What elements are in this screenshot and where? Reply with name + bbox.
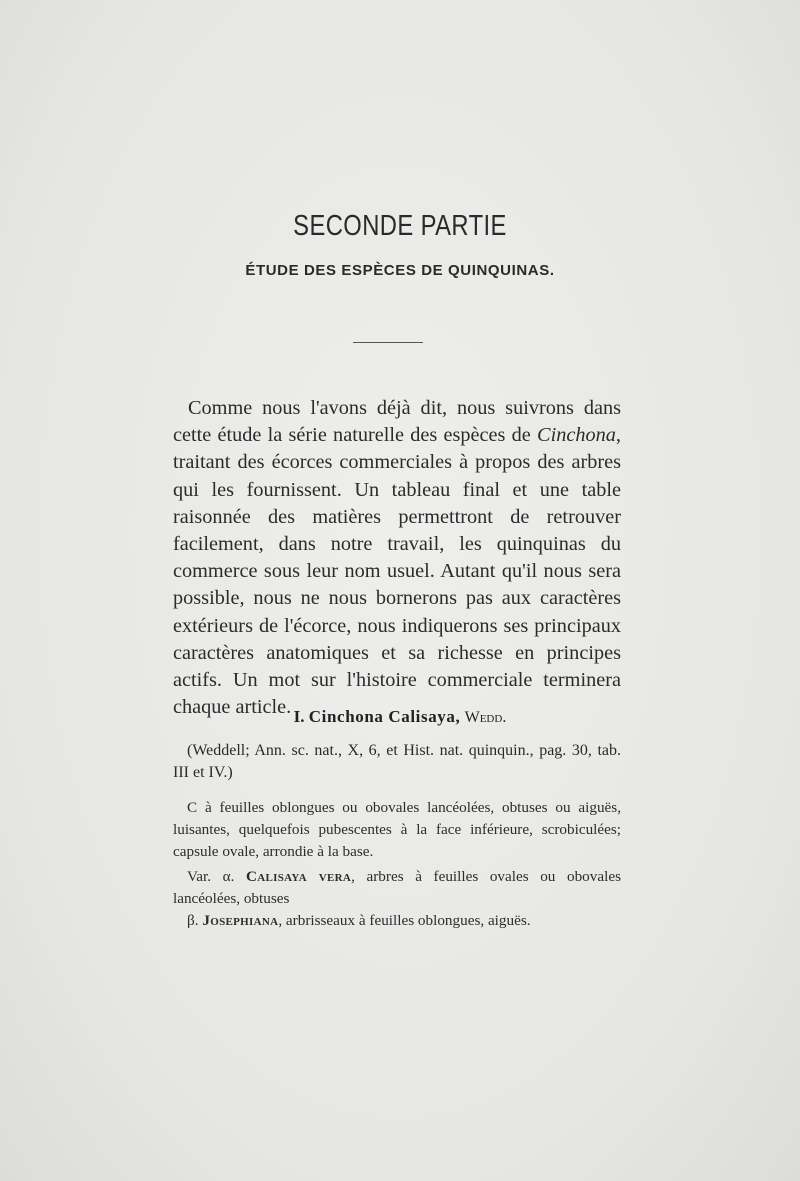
species-heading	[0, 707, 800, 727]
variety-alpha-prefix: Var. α.	[187, 868, 235, 885]
variety-beta	[173, 910, 621, 932]
variety-alpha-text: , arbres à feuilles ovales ou obovales lancéolées, obtuses	[173, 868, 621, 907]
section-subtitle: ÉTUDE DES ESPÈCES DE QUINQUINAS.	[245, 262, 555, 279]
species-description: C à feuilles oblongues ou obovales lancéolées, obtuses ou aiguës, luisantes, quelquefois pubescentes à la face inférieure, scrobiculées; capsule ovale, arrondie à la base.	[173, 799, 621, 860]
part-title: SECONDE PARTIE	[293, 210, 507, 242]
species-reference: (Weddell; Ann. sc. nat., X, 6, et Hist. nat. quinquin., pag. 30, tab. III et IV.)	[173, 742, 621, 781]
intro-paragraph	[173, 395, 621, 721]
species-number: I.	[293, 707, 305, 726]
variety-alpha	[173, 866, 621, 910]
intro-genus: Cinchona	[537, 424, 616, 447]
variety-beta-text: , arbrisseaux à feuilles oblongues, aiguës.	[278, 912, 531, 929]
intro-text-before: Comme nous l'avons déjà dit, nous suivrons dans cette étude la série naturelle des espèces de	[173, 397, 621, 447]
variety-alpha-name: Calisaya vera	[245, 868, 352, 885]
divider-rule	[353, 342, 423, 343]
species-name: Cinchona Calisaya,	[308, 707, 461, 726]
species-author: Wedd.	[464, 709, 507, 726]
variety-beta-prefix: β.	[187, 912, 199, 929]
intro-text-after: , traitant des écorces commerciales à propos des arbres qui les fournissent. Un tableau final et une table raisonnée des matières permettront de retrouver facilement, dans notre travail, les quinquinas du commerce sous leur nom usuel. Autant qu'il nous sera possible, nous ne nous bornerons pas aux caractères extérieurs de l'écorce, nous indiquerons ses principaux caractères anatomiques et sa richesse en principes actifs. Un mot sur l'histoire commerciale terminera chaque article.	[173, 424, 621, 719]
variety-beta-name: Josephiana	[202, 912, 279, 929]
